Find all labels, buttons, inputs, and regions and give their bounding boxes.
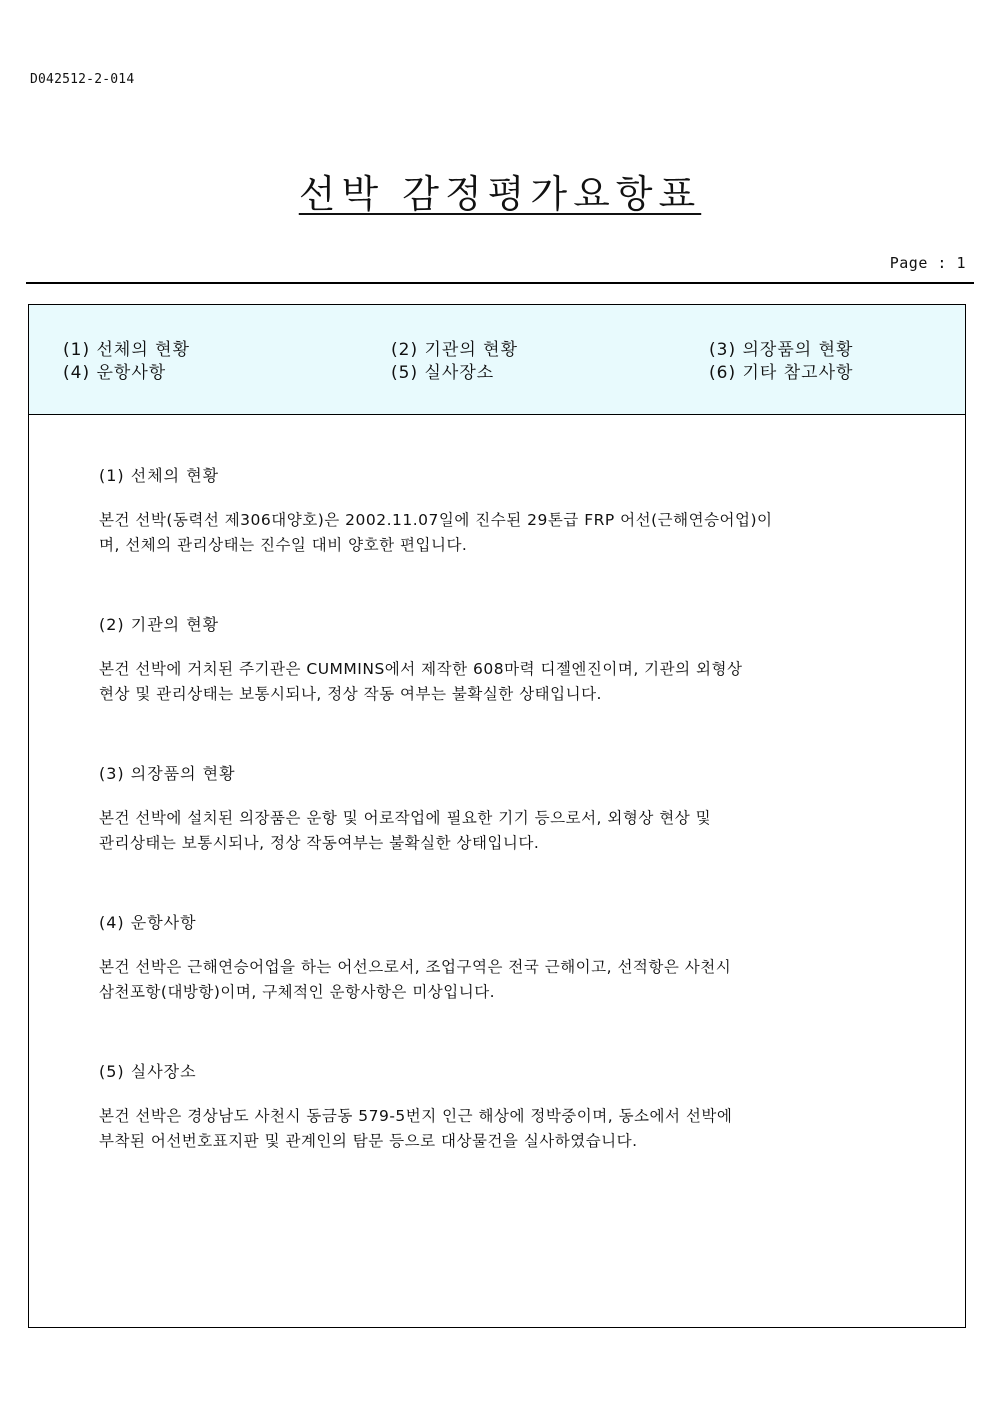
toc-item-operation: (4) 운항사항	[63, 363, 167, 383]
page-number: Page : 1	[889, 254, 966, 272]
section-body	[99, 1104, 899, 1154]
header-divider	[26, 282, 974, 284]
section-line: 부착된 어선번호표지판 및 관계인의 탐문 등으로 대상물건을 실사하였습니다.	[99, 1132, 638, 1150]
section-heading: (3) 의장품의 현황	[99, 764, 236, 783]
section-heading: (1) 선체의 현황	[99, 466, 220, 485]
toc-item-engine: (2) 기관의 현황	[391, 340, 518, 360]
section-hull	[99, 463, 899, 558]
section-line: 본건 선박은 근해연승어업을 하는 어선으로서, 조업구역은 전국 근해이고, 선적항은 사천시	[99, 958, 732, 976]
section-body	[99, 657, 899, 707]
document-title-wrapper	[0, 170, 1000, 218]
section-line: 삼천포항(대방항)이며, 구체적인 운항사항은 미상입니다.	[99, 983, 496, 1001]
section-line: 본건 선박에 거치된 주기관은 CUMMINS에서 제작한 608마력 디젤엔진이며, 기관의 외형상	[99, 660, 743, 678]
section-engine	[99, 612, 899, 707]
section-line: 며, 선체의 관리상태는 진수일 대비 양호한 편입니다.	[99, 536, 468, 554]
section-line: 관리상태는 보통시되나, 정상 작동여부는 불확실한 상태입니다.	[99, 834, 540, 852]
section-line: 본건 선박은 경상남도 사천시 동금동 579-5번지 인근 해상에 정박중이며, 동소에서 선박에	[99, 1107, 733, 1125]
section-body	[99, 806, 899, 856]
section-heading: (5) 실사장소	[99, 1062, 197, 1081]
section-equipment	[99, 761, 899, 856]
section-body	[99, 955, 899, 1005]
toc-item-other-notes: (6) 기타 참고사항	[709, 363, 854, 383]
document-id: D042512-2-014	[30, 72, 135, 87]
section-heading: (4) 운항사항	[99, 913, 197, 932]
section-heading: (2) 기관의 현황	[99, 615, 220, 634]
section-line: 본건 선박(동력선 제306대양호)은 2002.11.07일에 진수된 29톤급 FRP 어선(근해연승어업)이	[99, 511, 773, 529]
section-line: 현상 및 관리상태는 보통시되나, 정상 작동 여부는 불확실한 상태입니다.	[99, 685, 602, 703]
section-body	[99, 508, 899, 558]
toc-item-inspection-site: (5) 실사장소	[391, 363, 495, 383]
toc-item-hull: (1) 선체의 현황	[63, 340, 190, 360]
section-inspection-site	[99, 1059, 899, 1154]
table-of-contents	[29, 305, 965, 415]
content-frame	[28, 304, 966, 1328]
document-title: 선박 감정평가요항표	[298, 172, 702, 216]
section-line: 본건 선박에 설치된 의장품은 운항 및 어로작업에 필요한 기기 등으로서, 외형상 현상 및	[99, 809, 712, 827]
toc-item-equipment: (3) 의장품의 현황	[709, 340, 854, 360]
section-operation	[99, 910, 899, 1005]
